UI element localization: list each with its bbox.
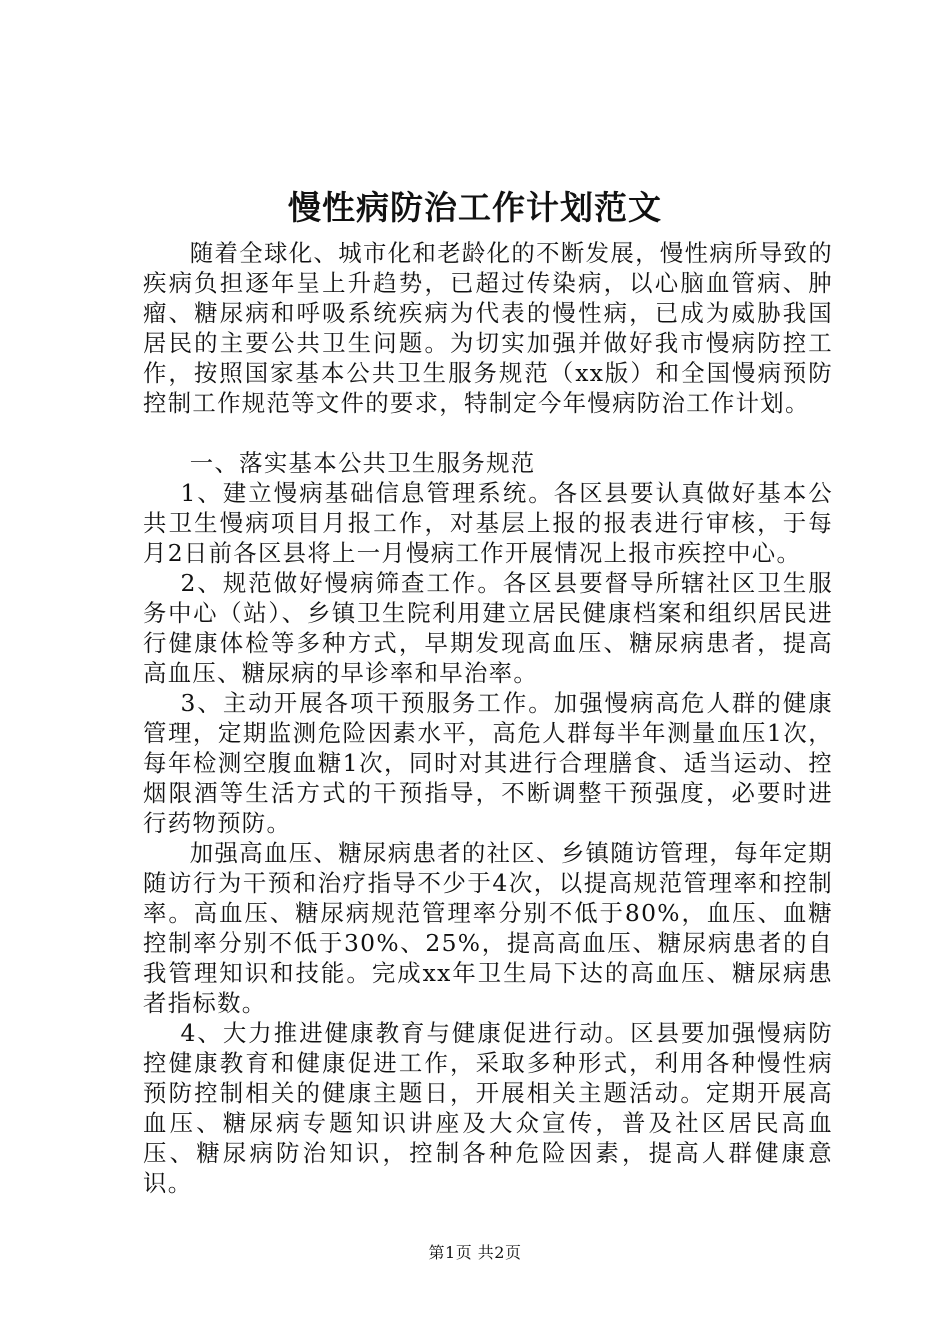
item-paragraph-3-continued: 加强高血压、糖尿病患者的社区、乡镇随访管理，每年定期随访行为干预和治疗指导不少于4次，以提高规范管理率和控制率。高血压、糖尿病规范管理率分别不低于80%，血压、血糖控制率分别不低于30%、25%，提高高血压、糖尿病患者的自我管理知识和技能。完成xx年卫生局下达的高血压、糖尿病患者指标数。 [143,839,833,1017]
section-heading: 一、落实基本公共卫生服务规范 [189,449,536,477]
item-paragraph-1: 1、建立慢病基础信息管理系统。各区县要认真做好基本公共卫生慢病项目月报工作，对基层上报的报表进行审核，于每月2日前各区县将上一月慢病工作开展情况上报市疾控中心。 [143,479,833,567]
document-title: 慢性病防治工作计划范文 [288,188,662,227]
document-body [143,238,833,1198]
intro-paragraph: 随着全球化、城市化和老龄化的不断发展，慢性病所导致的疾病负担逐年呈上升趋势，已超过传染病，以心脑血管病、肿瘤、糖尿病和呼吸系统疾病为代表的慢性病，已成为威胁我国居民的主要公共卫生问题。为切实加强并做好我市慢病防控工作，按照国家基本公共卫生服务规范（xx版）和全国慢病预防控制工作规范等文件的要求，特制定今年慢病防治工作计划。 [143,239,833,417]
page-footer: 第1页 共2页 [428,1243,522,1262]
item-paragraph-3: 3、主动开展各项干预服务工作。加强慢病高危人群的健康管理，定期监测危险因素水平，高危人群每半年测量血压1次，每年检测空腹血糖1次，同时对其进行合理膳食、适当运动、控烟限酒等生活方式的干预指导，不断调整干预强度，必要时进行药物预防。 [143,689,833,837]
item-paragraph-2: 2、规范做好慢病筛查工作。各区县要督导所辖社区卫生服务中心（站）、乡镇卫生院利用建立居民健康档案和组织居民进行健康体检等多种方式，早期发现高血压、糖尿病患者，提高高血压、糖尿病的早诊率和早治率。 [143,569,833,687]
item-paragraph-4: 4、大力推进健康教育与健康促进行动。区县要加强慢病防控健康教育和健康促进工作，采取多种形式，利用各种慢性病预防控制相关的健康主题日，开展相关主题活动。定期开展高血压、糖尿病专题知识讲座及大众宣传，普及社区居民高血压、糖尿病防治知识，控制各种危险因素，提高人群健康意识。 [143,1019,833,1197]
